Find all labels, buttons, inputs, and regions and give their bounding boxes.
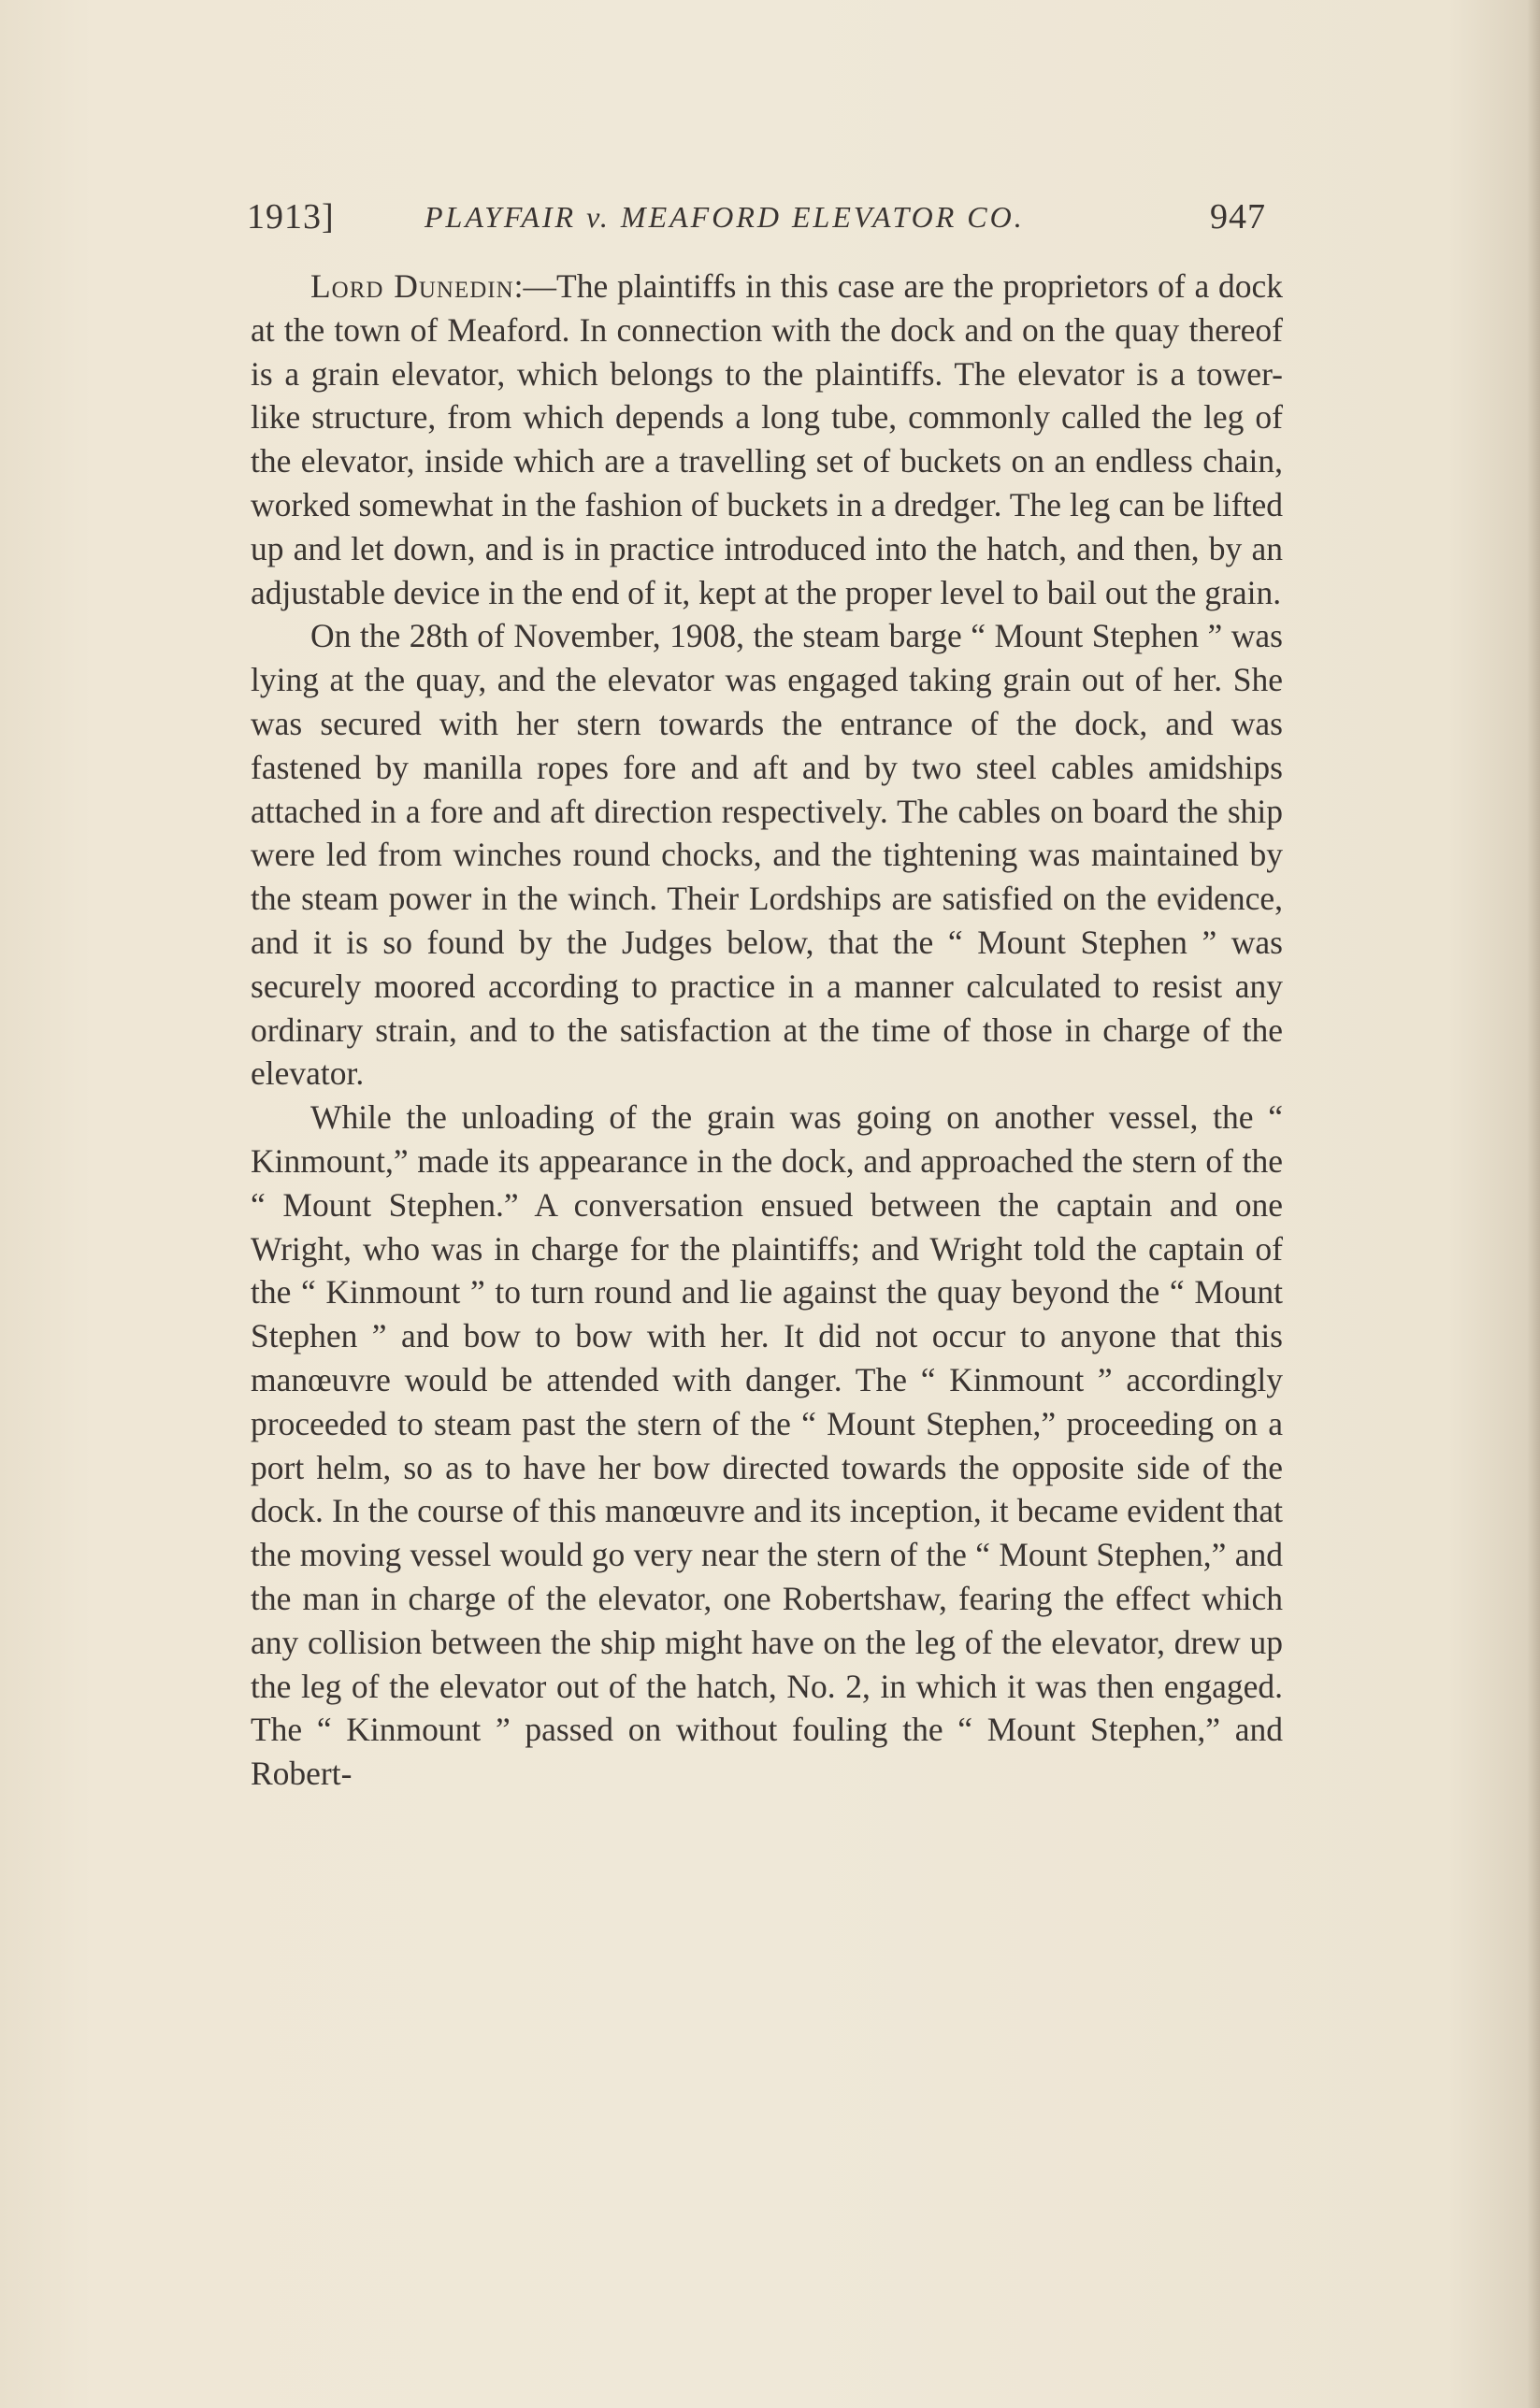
running-header: [247, 196, 1275, 252]
speaker-name: Lord Dunedin: [310, 267, 514, 305]
paragraph-2: On the 28th of November, 1908, the steam barge “ Mount Stephen ” was lying at the quay, and the elevator was engaged taking grain out of her. She was secured with her stern towards the entrance of the dock, and was fastened by manilla ropes fore and aft and by two steel cables amidships attached in a fore and aft direction respectively. The cables on board the ship were led from winches round chocks, and the tightening was maintained by the steam power in the winch. Their Lordships are satisfied on the evidence, and it is so found by the Judges below, that the “ Mount Stephen ” was securely moored according to practice in a manner calculated to resist any ordinary strain, and to the satisfaction at the time of those in charge of the elevator.: [251, 617, 1283, 1093]
page-number: 947: [1210, 197, 1266, 236]
body-text: [251, 265, 1283, 1796]
running-title: PLAYFAIR v. MEAFORD ELEVATOR CO.: [425, 200, 1025, 234]
page-edge-shadow: [1527, 0, 1540, 2408]
header-year: 1913]: [247, 197, 335, 236]
paragraph-1: [251, 265, 1283, 614]
paragraph-1-text: :—The plaintiffs in this case are the proprietors of a dock at the town of Meaford. In connection with the dock and on the quay thereof is a grain elevator, which belongs to the plaintiffs. The elevator is a tower-like structure, from which depends a long tube, commonly called the leg of the elevator, inside which are a travelling set of buckets on an endless chain, worked somewhat in the fashion of buckets in a dredger. The leg can be lifted up and let down, and is in practice introduced into the hatch, and then, by an adjustable device in the end of it, kept at the proper level to bail out the grain.: [251, 267, 1284, 611]
paragraph-3: While the unloading of the grain was going on another vessel, the “ Kinmount,” made its appearance in the dock, and approached the stern of the “ Mount Stephen.” A conversation ensued between the captain and one Wright, who was in charge for the plaintiffs; and Wright told the captain of the “ Kinmount ” to turn round and lie against the quay beyond the “ Mount Stephen ” and bow to bow with her. It did not occur to anyone that this manœuvre would be attended with danger. The “ Kinmount ” accordingly proceeded to steam past the stern of the “ Mount Stephen,” proceeding on a port helm, so as to have her bow directed towards the opposite side of the dock. In the course of this manœuvre and its inception, it became evident that the moving vessel would go very near the stern of the “ Mount Stephen,” and the man in charge of the elevator, one Robertshaw, fearing the effect which any collision between the ship might have on the leg of the elevator, drew up the leg of the elevator out of the hatch, No. 2, in which it was then engaged. The “ Kinmount ” passed on without fouling the “ Mount Stephen,” and Robert-: [251, 1098, 1283, 1793]
